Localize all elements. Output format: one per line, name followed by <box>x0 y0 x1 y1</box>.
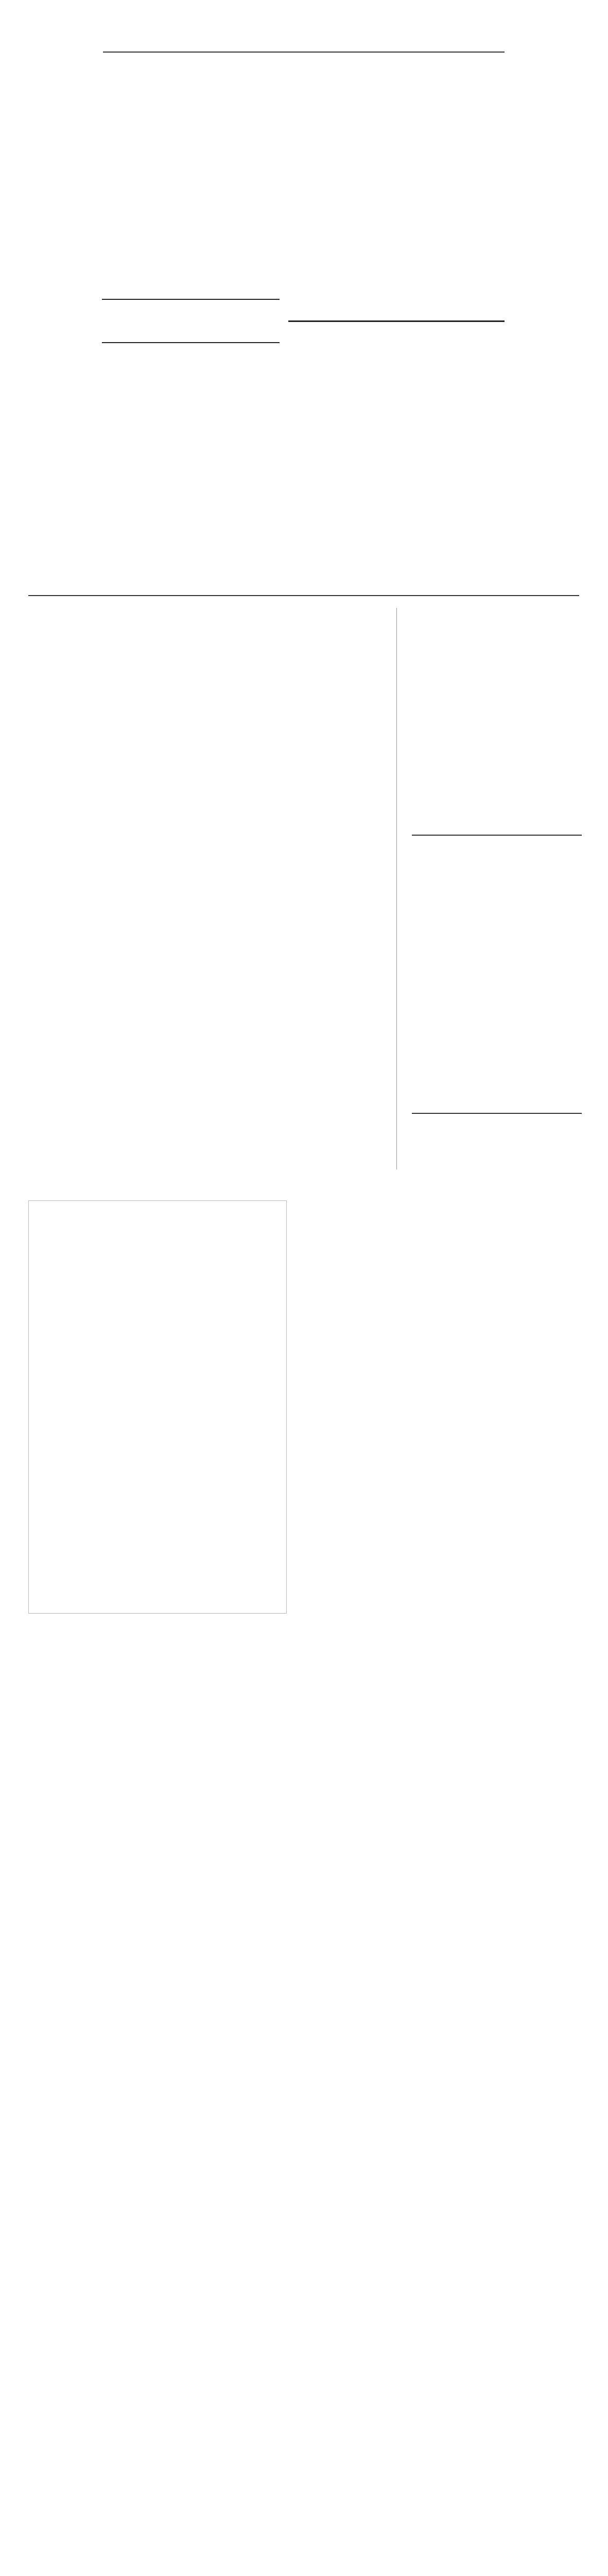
guest-editors-rule <box>412 1113 582 1114</box>
page-divider <box>28 595 579 596</box>
header-divider <box>103 52 505 53</box>
guest-editors-panel <box>412 1108 582 1120</box>
masthead-top-rule <box>102 299 280 300</box>
masthead-rule <box>102 342 280 343</box>
column-divider <box>396 608 397 1170</box>
special-editors-panel <box>412 829 582 842</box>
toc-title-rule <box>288 320 505 322</box>
advisors-box <box>28 1200 287 1614</box>
special-editors-rule <box>412 835 582 836</box>
